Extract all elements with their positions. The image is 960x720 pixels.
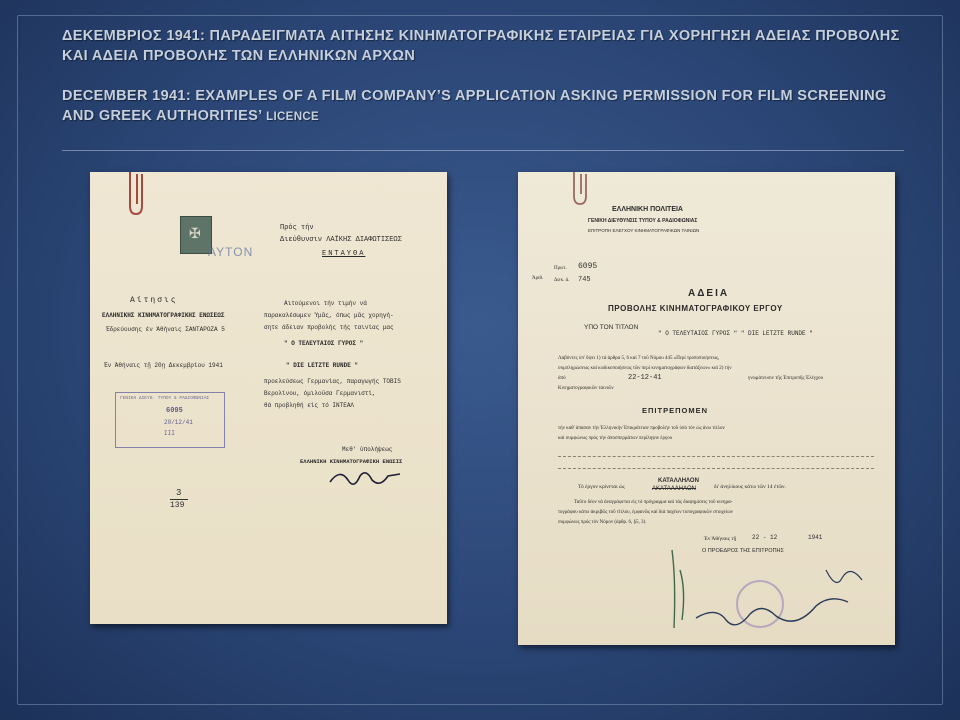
registry-stamp-mark: ΙΙΙ — [164, 430, 175, 437]
dieq-label: Διεκ. ά. — [554, 278, 570, 283]
dotted-line — [558, 456, 874, 457]
body-line-1: Αιτούμενοι τήν τιμήν νά — [284, 300, 367, 307]
licence-permit: ΕΠΙΤΡΕΠΟΜΕΝ — [642, 406, 709, 415]
dieq-value: 745 — [578, 276, 591, 284]
dotted-line — [558, 468, 874, 469]
licence-header-1: ΕΛΛΗΝΙΚΗ ΠΟΛΙΤΕΙΑ — [612, 206, 683, 213]
judged-label: Τό έργον κρίνεται ὡς — [578, 484, 625, 490]
body-line-6: θά προβληθή είς τό ΙΝΤΕΑΛ — [264, 402, 355, 409]
licence-para-3-date: 22-12-41 — [628, 374, 662, 382]
film-title-greek: " Ο ΤΕΛΕΥΤΑΙΟΣ ΓΥΡΟΣ " — [284, 340, 364, 347]
stamp-overlay-text: ΑΥΤΟΝ — [208, 245, 254, 259]
closing-organisation: ΕΛΛΗΝΙΚΗ ΚΙΝΗΜΑΤΟΓΡΑΦΙΚΗ ΕΝΩΣΙΣ — [300, 458, 403, 465]
signature-icon — [666, 540, 886, 640]
application-heading: Αίτησις — [130, 296, 178, 305]
application-date: Έν Άθήναις τῇ 20ῃ Δεκεμβρίου 1941 — [104, 362, 223, 369]
recipient-line-2: Διεύθυνσιν ΛΑΪΚΗΣ ΔΙΑΦΩΤΙΣΕΩΣ — [280, 236, 402, 244]
recipient-line-1: Πρός τήν — [280, 224, 314, 232]
paper-clip-icon — [124, 172, 154, 220]
licence-para-3-b: γνωμάτευσιν τῆς Έπιτροπῆς Έλέγχου — [748, 376, 824, 381]
title-block — [62, 26, 912, 127]
body-line-4: προελεύσεως Γερμανίας, παραγωγής TOBIS — [264, 378, 401, 385]
licence-para-7: Ταῦτο δέον νά άναγράφεται είς τό πρόγραμμα καί τάς διαφημίσεις τοῦ κινημα- — [574, 500, 733, 505]
file-number-top: 3 — [176, 488, 182, 498]
licence-para-9: συμφώνως πρός τόν Νόμον (άρθρ. 6, §5, 3). — [558, 520, 647, 525]
registry-stamp-line-1: ΓΕΝΙΚΗ ΔΙΕΥΘ. ΤΥΠΟΥ & ΡΑΔΙΟΦΩΝΙΑΣ — [120, 396, 210, 401]
registry-stamp — [115, 392, 225, 448]
licence-header-2: ΓΕΝΙΚΗ ΔΙΕΥΘΥΝΣΙΣ ΤΥΠΟΥ & ΡΑΔΙΟΦΩΝΙΑΣ — [588, 218, 698, 224]
licence-document — [518, 172, 895, 645]
licence-header-3: ΕΠΙΤΡΟΠΗ ΕΛΕΓΧΟΥ ΚΙΝΗΜΑΤΟΓΡΑΦΙΚΩΝ ΤΑΙΝΙΩΝ — [588, 228, 700, 233]
signature-icon — [326, 464, 406, 494]
film-title-german: " DIE LETZTE RUNDE " — [286, 362, 359, 369]
prot-value: 6095 — [578, 262, 598, 271]
application-document — [90, 172, 447, 624]
judged-suitable: ΚΑΤΑΛΛΗΛΟΝ — [658, 478, 699, 484]
licence-para-4: Κινηματογραφικῶν ταινιῶν — [558, 386, 614, 391]
licence-date-year: 1941 — [808, 534, 823, 541]
judged-minors: δι' άνηλίκους κάτω τῶν 14 ἐτῶν. — [714, 484, 786, 490]
licence-signer: Ο ΠΡΟΕΔΡΟΣ ΤΗΣ ΕΠΙΤΡΟΠΗΣ — [702, 548, 784, 554]
licence-date-value: 22 - 12 — [752, 534, 778, 541]
title-english-tail: LICENCE — [266, 111, 320, 123]
recipient-line-3: ΕΝΤΑΥΘΑ — [322, 250, 366, 258]
body-line-3: σητε άδειαν προβολής τής ταινίας μας — [264, 324, 394, 331]
paper-clip-icon — [568, 172, 598, 210]
licence-para-5: τήν καθ' άπασαν τήν Έλληνικήν Έπικράτειαν προβολήν τοῦ ὑπό τόν ὡς άνω τίτλον — [558, 426, 725, 431]
registry-stamp-number: 6095 — [166, 407, 183, 415]
licence-film-title: " Ο ΤΕΛΕΥΤΑΙΟΣ ΓΥΡΟΣ " " DIE LETZTE RUNDE " — [658, 330, 813, 337]
arith-label: Άριθ. — [532, 276, 544, 281]
title-english — [62, 86, 912, 127]
licence-para-6: καί συμφώνως πρός τήν άποσπερμάτων περίληψιν έργου — [558, 436, 673, 441]
title-divider — [62, 150, 904, 151]
revenue-stamp-icon: ✠ — [180, 216, 212, 254]
title-greek: ΔΕΚΕΜΒΡΙΟΣ 1941: ΠΑΡΑΔΕΙΓΜΑΤΑ ΑΙΤΗΣΗΣ ΚΙΝΗΜΑΤΟΓΡΑΦΙΚΗΣ ΕΤΑΙΡΕΙΑΣ ΓΙΑ ΧΟΡΗΓΗΣΗ ΑΔΕΙΑΣ ΠΡΟΒΟΛΗΣ ΚΑΙ ΑΔΕΙΑ ΠΡΟΒΟΛΗΣ ΤΩΝ ΕΛΛΗΝΙΚΩΝ ΑΡΧΩΝ — [62, 28, 900, 64]
body-line-2: παρακαλέσωμεν Ύμᾶς, όπως μᾶς χορηγή- — [264, 312, 394, 319]
licence-subtitle: ΠΡΟΒΟΛΗΣ ΚΙΝΗΜΑΤΟΓΡΑΦΙΚΟΥ ΕΡΓΟΥ — [608, 304, 783, 313]
sender-line-2: Έδρεύουσης έν Άθήναις ΣΑΝΤΑΡΟΖΑ 5 — [106, 326, 225, 333]
title-english-main: DECEMBER 1941: EXAMPLES OF A FILM COMPANY’S APPLICATION ASKING PERMISSION FOR FILM SCREENING AND GREEK AUTHORITIES’ — [62, 88, 887, 124]
licence-para-8: τογράφου κάτω άκριβῶς τοῦ τίτλου, έμφανῶς καί διά παχέων τυπογραφικῶν στοιχείων — [558, 510, 733, 515]
licence-para-3-a: άπό — [558, 376, 566, 381]
registry-stamp-date: 20/12/41 — [164, 419, 193, 426]
closing-line: Μεθ' ὑπολήψεως — [342, 446, 393, 453]
file-number-bottom: 139 — [170, 501, 185, 510]
judged-unsuitable: ΑΚΑΤΑΛΛΗΛΟΝ — [652, 486, 697, 492]
licence-date-label: Έν Άθήναις τῇ — [704, 536, 737, 542]
sender-line-1: ΕΛΛΗΝΙΚΗΣ ΚΙΝΗΜΑΤΟΓΡΑΦΙΚΗΣ ΕΝΩΣΕΩΣ — [102, 312, 225, 319]
file-number-rule — [170, 499, 188, 500]
licence-under-title: ΥΠΟ ΤΟΝ ΤΙΤΛΟΝ — [584, 324, 639, 331]
licence-para-2: συμπληρώσεως καί κωδικοποιήσεως τῶν περί κινηματογράφων διατάξεων» καί 2) τήν — [558, 366, 732, 371]
licence-para-1: Λαβόντες ὑπ' ὄψει 1) τά άρθρα 5, 6 καί 7 τοῦ Νόμου 445 «Περί τροποποιήσεως, — [558, 356, 720, 361]
prot-label: Πρωτ. — [554, 266, 567, 271]
licence-title: ΑΔΕΙΑ — [688, 288, 730, 299]
body-line-5: Βερολίνου, όμιλοῦσα Γερμανιστί, — [264, 390, 376, 397]
